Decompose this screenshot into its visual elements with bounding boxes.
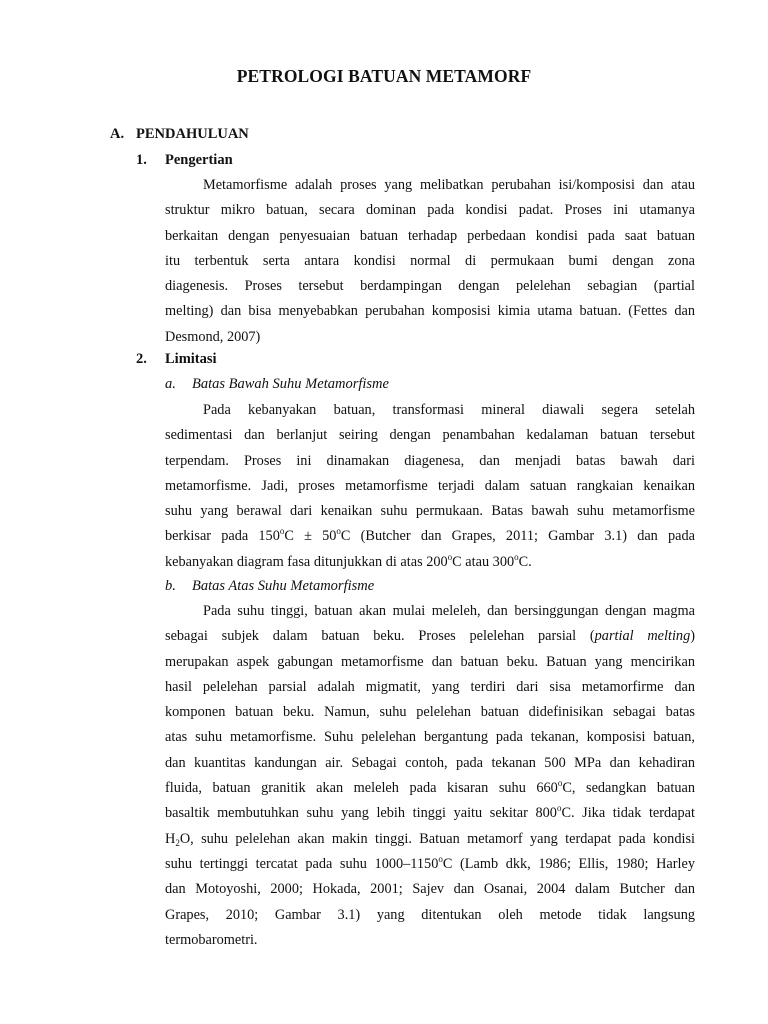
text-line: dan kuantitas kandungan air. Sebagai contoh, pada tekanan 500 MPa dan kehadiran: [165, 754, 695, 771]
text-line: [165, 801, 695, 826]
text-span: basaltik membutuhkan suhu yang lebih tinggi yaitu sekitar 800: [165, 805, 557, 822]
text-line: [165, 827, 695, 852]
paragraph-batas-atas: [165, 599, 695, 953]
text-line: termobarometri.: [165, 931, 258, 948]
text-line: suhu yang berawal dari kenaikan suhu permukaan. Batas bawah suhu metamorfisme: [165, 503, 695, 520]
superscript: o: [438, 853, 443, 864]
text-span: C, sedangkan batuan: [562, 780, 695, 797]
text-line: [165, 852, 695, 877]
text-line: Desmond, 2007): [165, 328, 261, 345]
text-line: [165, 524, 695, 549]
text-line: komponen batuan beku. Namun, suhu pelelehan batuan didefinisikan sebagai batas: [165, 704, 695, 721]
text-line: [165, 624, 695, 649]
text-line: Metamorfisme adalah proses yang melibatkan perubahan isi/komposisi dan atau: [203, 177, 695, 193]
text-line: [165, 776, 695, 801]
text-span: kebanyakan diagram fasa ditunjukkan di atas 200: [165, 553, 448, 570]
superscript: o: [556, 803, 562, 814]
text-span: C (Lamb dkk, 1986; Ellis, 1980; Harley: [442, 855, 695, 872]
item-2-number: 2.: [136, 351, 147, 367]
text-span: O, suhu pelelehan akan makin tinggi. Batuan metamorf yang terdapat pada kondisi: [179, 830, 695, 847]
document-title: PETROLOGI BATUAN METAMORF: [236, 66, 532, 86]
text-span: C (Butcher dan Grapes, 2011; Gambar 3.1) dan pada: [340, 528, 696, 545]
subsection-a-heading: [165, 374, 389, 394]
subsection-b-heading: [165, 576, 374, 596]
superscript: o: [557, 778, 563, 789]
text-span: C. Jika tidak terdapat: [561, 805, 695, 822]
text-line: hasil pelelehan parsial adalah migmatit, yang terdiri dari sisa metamorfirme dan: [165, 678, 695, 695]
text-line: sedimentasi dan berlanjut seiring dengan penambahan kedalaman batuan tersebut: [165, 427, 695, 444]
superscript: o: [447, 551, 453, 562]
text-line: atas suhu metamorfisme. Suhu pelelehan bergantung pada tekanan, komposisi batuan,: [165, 729, 695, 746]
paragraph-batas-bawah: [165, 398, 695, 575]
text-line: berkaitan dengan penyesuaian batuan terhadap perbedaan kondisi pada saat batuan: [165, 227, 695, 244]
text-span: C atau 300: [452, 553, 515, 570]
text-line: melting) dan bisa menyebabkan perubahan komposisi kimia utama batuan. (Fettes dan: [165, 303, 695, 320]
text-line: terpendam. Proses ini dinamakan diagenesa, dan menjadi batas bawah dari: [165, 452, 695, 469]
subsection-a-letter: a.: [165, 376, 176, 392]
text-line: Grapes, 2010; Gambar 3.1) yang ditentukan oleh metode tidak langsung: [165, 906, 695, 923]
italic-term: partial melting: [594, 628, 691, 645]
section-a-number: A.: [110, 126, 125, 142]
item-1-number: 1.: [136, 152, 147, 168]
text-span: H: [165, 830, 176, 847]
subsection-a-label: Batas Bawah Suhu Metamorfisme: [192, 376, 389, 392]
item-1-heading: [136, 150, 233, 170]
item-1-label: Pengertian: [165, 152, 233, 168]
section-a-heading: [110, 124, 249, 144]
text-line: merupakan aspek gabungan metamorfisme dan batuan beku. Batuan yang mencirikan: [165, 653, 695, 670]
item-2-label: Limitasi: [165, 351, 217, 367]
text-span: berkisar pada 150: [165, 528, 280, 545]
subsection-b-letter: b.: [165, 578, 176, 594]
paragraph-pengertian: [165, 173, 695, 350]
text-span: fluida, batuan granitik akan meleleh pada kisaran suhu 660: [165, 780, 558, 797]
text-line: Pada kebanyakan batuan, transformasi mineral diawali segera setelah: [203, 402, 695, 418]
item-2-heading: [136, 349, 217, 369]
text-line: [165, 550, 695, 575]
subscript: 2: [175, 837, 180, 848]
text-span: C.: [518, 553, 532, 570]
text-span: sebagai subjek dalam batuan beku. Proses pelelehan parsial (: [165, 628, 595, 645]
text-line: diagenesis. Proses tersebut berdampingan dengan pelelehan sebagian (partial: [165, 278, 695, 295]
superscript: o: [514, 551, 519, 562]
text-line: metamorfisme. Jadi, proses metamorfisme terjadi dalam satuan rangkaian kenaikan: [165, 477, 695, 494]
subsection-b-label: Batas Atas Suhu Metamorfisme: [192, 578, 375, 594]
text-span: suhu tertinggi tercatat pada suhu 1000–1150: [165, 855, 439, 872]
text-line: itu terbentuk serta antara kondisi normal di permukaan bumi dengan zona: [165, 252, 695, 269]
superscript: o: [279, 526, 285, 537]
text-span: ): [690, 628, 695, 645]
text-line: struktur mikro batuan, secara dominan pada kondisi padat. Proses ini utamanya: [165, 202, 695, 219]
text-span: C ± 50: [284, 528, 337, 545]
superscript: o: [336, 526, 341, 537]
text-line: dan Motoyoshi, 2000; Hokada, 2001; Sajev dan Osanai, 2004 dalam Butcher dan: [165, 881, 695, 898]
text-line: Pada suhu tinggi, batuan akan mulai meleleh, dan bersinggungan dengan magma: [203, 603, 695, 619]
section-a-label: PENDAHULUAN: [136, 126, 249, 142]
